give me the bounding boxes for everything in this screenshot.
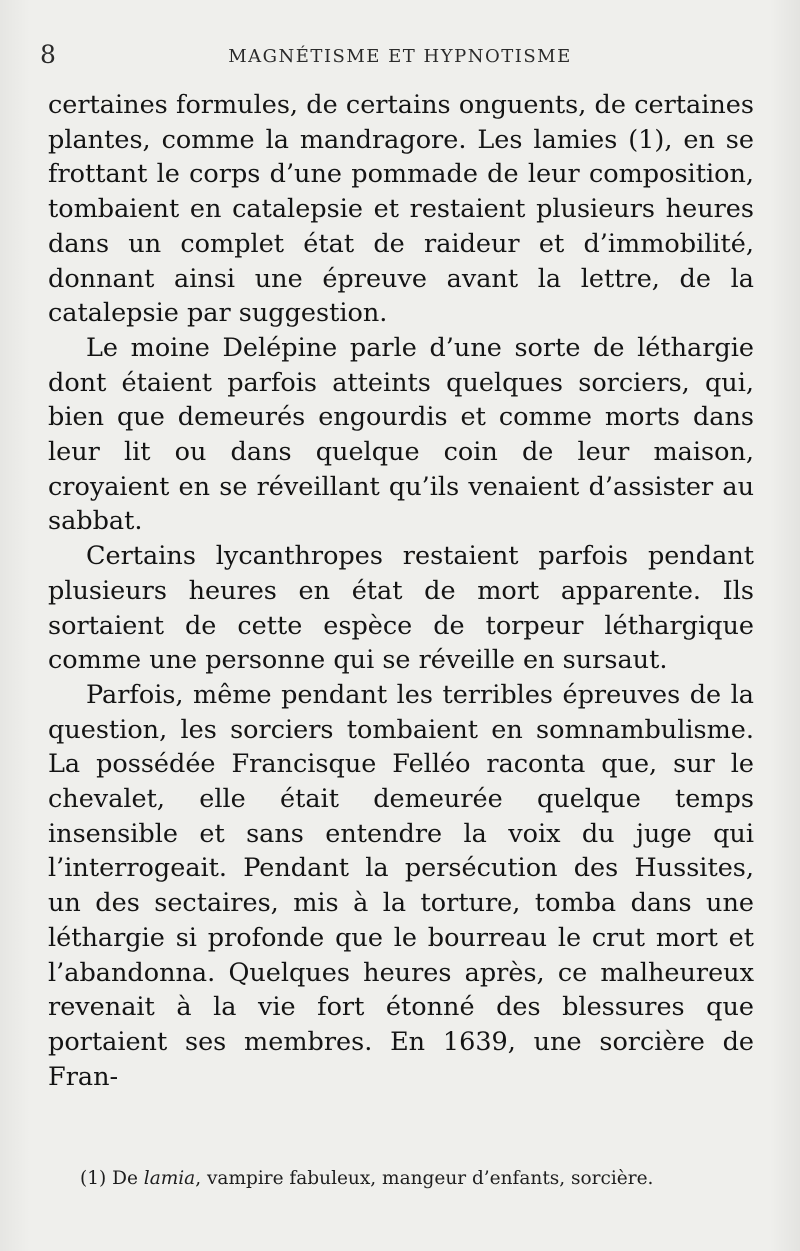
footnote-marker: (1) <box>80 1168 107 1189</box>
paragraph-3: Certains lycanthropes restaient parfois pendant plusieurs heures en état de mort apparente. Ils sortaient de cette espèce de torpeur léthargique comme une personne qui se réveille en sursaut. <box>48 541 754 676</box>
paragraph-4: Parfois, même pendant les terribles épreuves de la question, les sorciers tombaient en somnambulisme. La possédée Francisque Felléo raconta que, sur le chevalet, elle était demeurée quelque temps insensible et sans entendre la voix du juge qui l’interrogeait. Pendant la persécution des Hussites, un des sectaires, mis à la torture, tomba dans une léthargie si profonde que le bourreau le crut mort et l’abandonna. Quelques heures après, ce malheureux revenait à la vie fort étonné des blessures que portaient ses membres. En 1639, une sorcière de Fran- <box>48 679 754 1092</box>
paragraph-1: certaines formules, de certains onguents, de certaines plantes, comme la mandragore. Les lamies (1), en se frottant le corps d’une pommade de leur composition, tombaient en catalepsie et restaient plusieurs heures dans un complet état de raideur et d’immobilité, donnant ainsi une épreuve avant la lettre, de la catalepsie par suggestion. <box>48 90 754 329</box>
page-header <box>40 38 760 78</box>
body-text <box>48 88 754 1094</box>
paragraph-2: Le moine Delépine parle d’une sorte de léthargie dont étaient parfois atteints quelques sorciers, qui, bien que demeurés engourdis et comme morts dans leur lit ou dans quelque coin de leur maison, croyaient en se réveillant qu’ils venaient d’assister au sabbat. <box>48 332 754 537</box>
footnote <box>48 1166 754 1191</box>
footnote-italic-term: lamia <box>143 1168 196 1189</box>
running-title: MAGNÉTISME ET HYPNOTISME <box>228 46 572 67</box>
page-number: 8 <box>40 40 56 69</box>
footnote-prefix: De <box>112 1168 138 1189</box>
footnote-text: , vampire fabuleux, mangeur d’enfants, sorcière. <box>195 1168 654 1189</box>
